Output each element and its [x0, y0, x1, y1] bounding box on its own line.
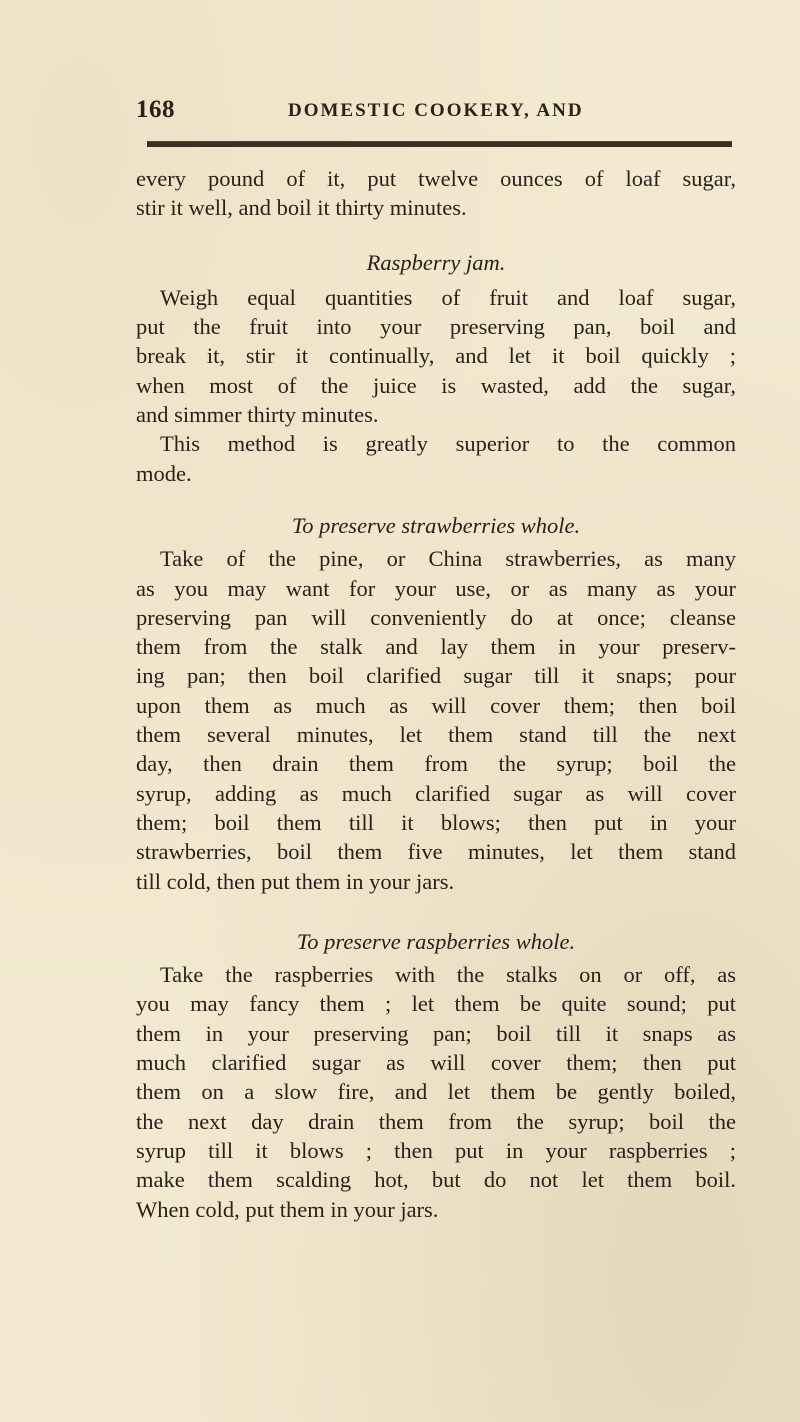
text-line: mode. — [136, 460, 192, 486]
running-head: DOMESTIC COOKERY, AND — [288, 100, 584, 121]
text-line: you may fancy them ; let them be quite sound; put — [136, 991, 736, 1017]
text-line: This method is greatly superior to the common — [160, 431, 736, 457]
text-line: preserving pan will conveniently do at once; cleanse — [136, 604, 736, 630]
page-number: 168 — [136, 96, 175, 123]
section-heading: To preserve strawberries whole. — [291, 512, 581, 538]
text-line: Take of the pine, or China strawberries, as many — [160, 546, 736, 572]
text-line: them on a slow fire, and let them be gently boiled, — [136, 1079, 736, 1105]
text-line: them; boil them till it blows; then put in your — [136, 809, 736, 835]
text-line: put the fruit into your preserving pan, boil and — [136, 314, 736, 340]
text-line: syrup till it blows ; then put in your raspberries ; — [136, 1137, 736, 1163]
text-line: and simmer thirty minutes. — [136, 402, 379, 428]
section-heading: To preserve raspberries whole. — [296, 928, 576, 954]
page-header — [136, 96, 736, 132]
header-rule — [147, 141, 732, 147]
text-line: them from the stalk and lay them in your preserv- — [136, 634, 736, 660]
text-line: break it, stir it continually, and let it boil quickly ; — [136, 343, 736, 369]
text-line: syrup, adding as much clarified sugar as will cover — [136, 780, 736, 806]
text-line: When cold, put them in your jars. — [136, 1196, 439, 1222]
text-line: ing pan; then boil clarified sugar till it snaps; pour — [136, 663, 736, 689]
text-line: stir it well, and boil it thirty minutes. — [136, 195, 467, 221]
text-line: as you may want for your use, or as many as your — [136, 575, 736, 601]
text-line: strawberries, boil them five minutes, let them stand — [136, 839, 736, 865]
text-line: Weigh equal quantities of fruit and loaf sugar, — [160, 284, 736, 310]
text-line: them several minutes, let them stand till the next — [136, 722, 736, 748]
body-text — [136, 164, 736, 1224]
text-line: day, then drain them from the syrup; boil the — [136, 751, 736, 777]
text-line: the next day drain them from the syrup; boil the — [136, 1108, 736, 1134]
text-line: when most of the juice is wasted, add the sugar, — [136, 372, 736, 398]
text-line: Take the raspberries with the stalks on or off, as — [160, 962, 736, 988]
text-line: every pound of it, put twelve ounces of loaf sugar, — [136, 166, 736, 191]
text-line: upon them as much as will cover them; then boil — [136, 692, 736, 718]
text-line: much clarified sugar as will cover them; then put — [136, 1050, 736, 1076]
text-line: them in your preserving pan; boil till it snaps as — [136, 1020, 736, 1046]
text-line: make them scalding hot, but do not let them boil. — [136, 1167, 736, 1193]
section-heading: Raspberry jam. — [366, 249, 506, 275]
text-line: till cold, then put them in your jars. — [136, 868, 455, 894]
